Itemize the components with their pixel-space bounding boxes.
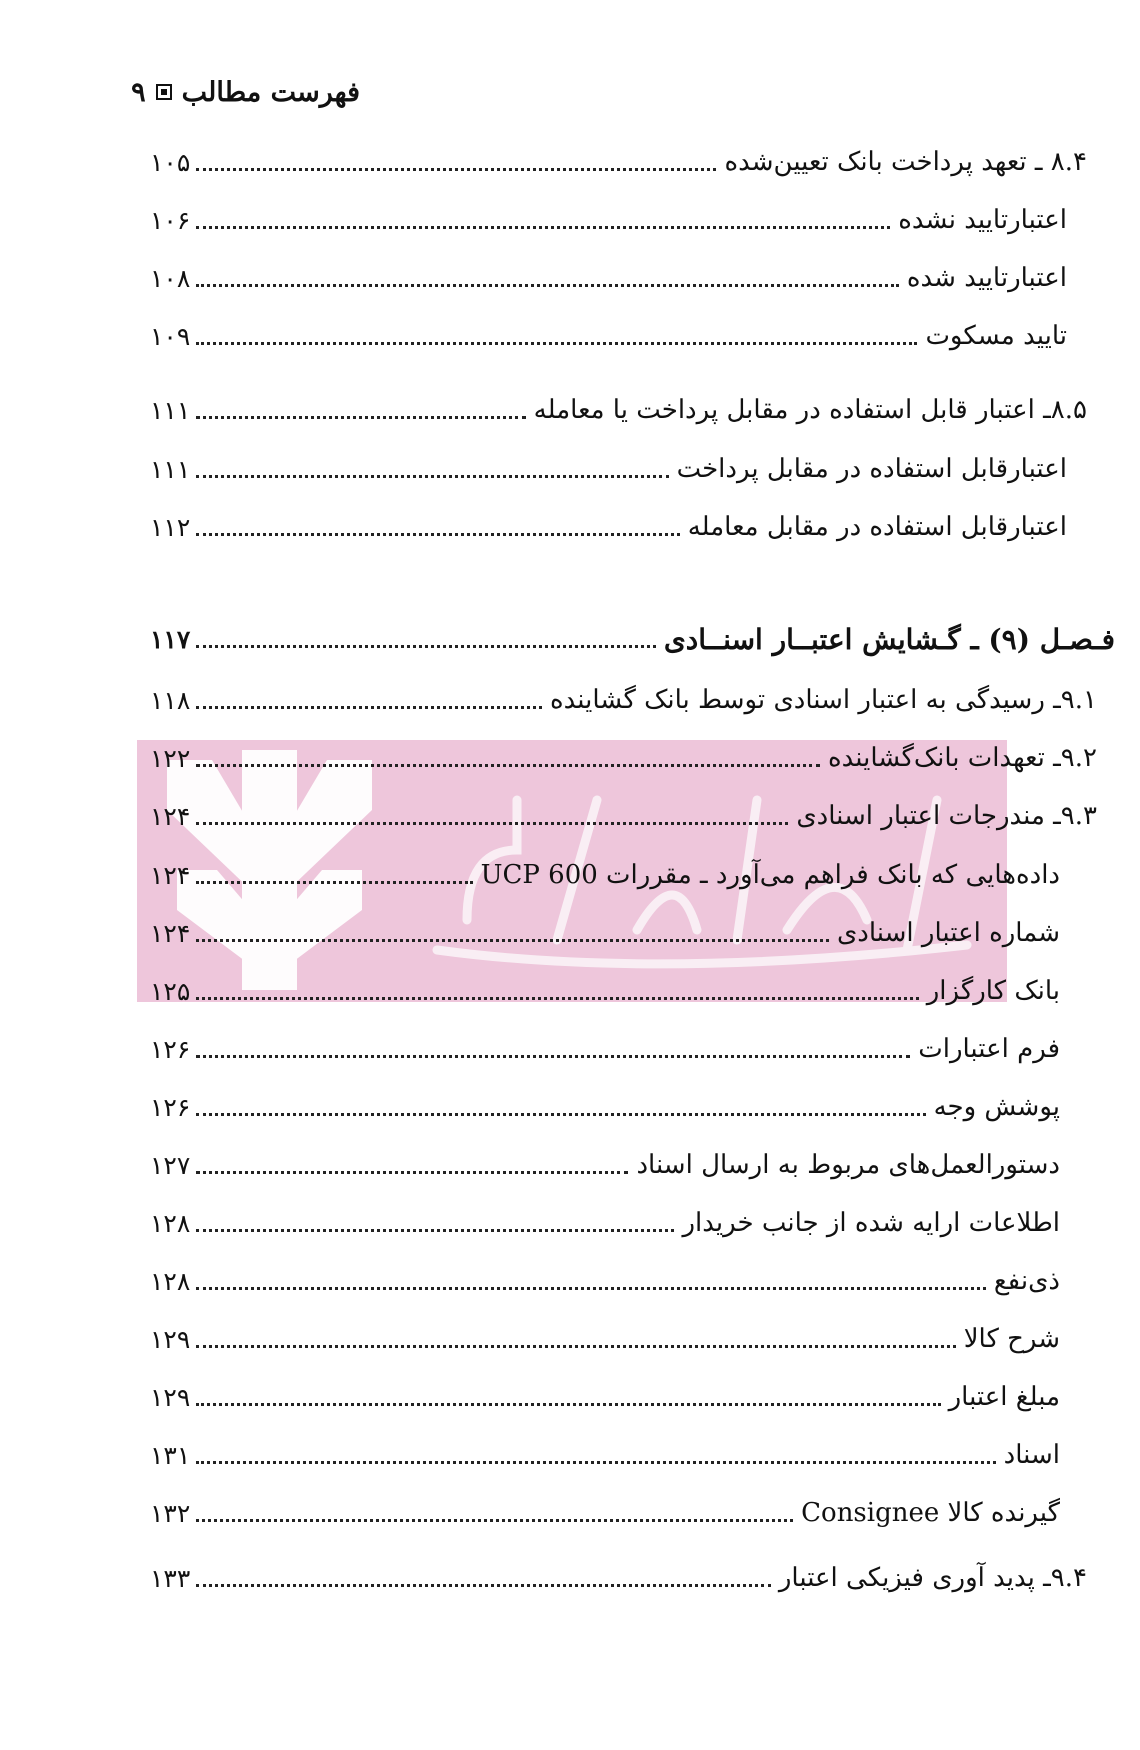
toc-entry[interactable] bbox=[150, 908, 1060, 958]
toc-entry-title: ۹.۳ـ مندرجات اعتبار اسنادی bbox=[796, 801, 1097, 831]
toc-entry-title: گیرنده کالا Consignee bbox=[801, 1498, 1060, 1528]
toc-entry-title: ۹.۴ـ پدید آوری فیزیکی اعتبار bbox=[778, 1563, 1087, 1593]
dot-leader bbox=[196, 224, 890, 229]
toc-entry-page: ۱۱۱ bbox=[150, 454, 191, 484]
toc-entry[interactable] bbox=[150, 1488, 1060, 1538]
square-bullet-icon bbox=[156, 84, 172, 100]
toc-entry-page: ۱۲۲ bbox=[150, 743, 191, 773]
toc-entry-title: پوشش وجه bbox=[933, 1092, 1060, 1122]
toc-entry-page: ۱۲۸ bbox=[150, 1266, 191, 1296]
running-header bbox=[100, 70, 360, 114]
toc-entry[interactable] bbox=[150, 1082, 1060, 1132]
dot-leader bbox=[196, 643, 656, 648]
toc-entry-title: دستورالعمل‌های مربوط به ارسال اسناد bbox=[636, 1150, 1060, 1180]
dot-leader bbox=[196, 937, 829, 942]
toc-entry-page: ۱۲۵ bbox=[150, 976, 191, 1006]
toc-entry-page: ۱۰۵ bbox=[150, 147, 191, 177]
toc-entry[interactable] bbox=[150, 311, 1067, 361]
dot-leader bbox=[196, 1053, 910, 1058]
toc-entry-page: ۱۳۱ bbox=[150, 1440, 191, 1470]
dot-leader bbox=[196, 995, 918, 1000]
toc-entry-page: ۱۲۴ bbox=[150, 918, 191, 948]
toc-entry[interactable] bbox=[150, 1372, 1060, 1422]
toc-entry-title: فـصـل (۹) ـ گـشایش اعتبــار اسنــادی bbox=[663, 622, 1115, 656]
toc-entry-title: ۹.۲ـ تعهدات بانک‌گشاینده bbox=[828, 743, 1097, 773]
toc-entry-page: ۱۱۸ bbox=[150, 685, 191, 715]
dot-leader bbox=[196, 1582, 771, 1587]
toc-entry[interactable] bbox=[150, 253, 1067, 303]
toc-entry-page: ۱۲۷ bbox=[150, 1150, 191, 1180]
toc-entry-title: فرم اعتبارات bbox=[918, 1034, 1060, 1064]
dot-leader bbox=[196, 1169, 628, 1174]
toc-entry[interactable] bbox=[150, 1256, 1060, 1306]
toc-entry-page: ۱۳۳ bbox=[150, 1563, 191, 1593]
toc-entry[interactable] bbox=[150, 444, 1067, 494]
dot-leader bbox=[196, 1111, 925, 1116]
toc-entry-title: شماره اعتبار اسنادی bbox=[836, 918, 1060, 948]
toc-entry-page: ۱۳۲ bbox=[150, 1498, 191, 1528]
toc-entry-page: ۱۲۴ bbox=[150, 860, 191, 890]
toc-entry[interactable] bbox=[150, 1140, 1060, 1190]
dot-leader bbox=[196, 166, 716, 171]
toc-entry-title: ۸.۵ـ اعتبار قابل استفاده در مقابل پرداخت یا معامله bbox=[533, 395, 1087, 425]
dot-leader bbox=[196, 1517, 793, 1522]
toc-entry-page: ۱۰۸ bbox=[150, 263, 191, 293]
toc-entry[interactable] bbox=[150, 385, 1087, 435]
toc-entry-title: مبلغ اعتبار bbox=[948, 1382, 1060, 1412]
dot-leader bbox=[196, 762, 820, 767]
toc-entry-title: بانک کارگزار bbox=[926, 976, 1060, 1006]
toc-entry-title: تایید مسکوت bbox=[925, 321, 1067, 351]
dot-leader bbox=[196, 414, 525, 419]
toc-entry-title: اطلاعات ارایه شده از جانب خریدار bbox=[682, 1208, 1060, 1238]
toc-entry-page: ۱۱۲ bbox=[150, 512, 191, 542]
toc-entry-page: ۱۱۷ bbox=[150, 624, 191, 654]
toc-entry[interactable] bbox=[150, 791, 1097, 841]
toc-entry[interactable] bbox=[150, 1314, 1060, 1364]
dot-leader bbox=[196, 1343, 955, 1348]
dot-leader bbox=[196, 340, 917, 345]
dot-leader bbox=[196, 1459, 995, 1464]
toc-entry[interactable] bbox=[150, 1024, 1060, 1074]
toc-entry-title: شرح کالا bbox=[963, 1324, 1060, 1354]
dot-leader bbox=[196, 879, 472, 884]
toc-entry-page: ۱۱۱ bbox=[150, 395, 191, 425]
dot-leader bbox=[196, 820, 788, 825]
toc-entry-title: اعتبارقابل استفاده در مقابل معامله bbox=[687, 512, 1067, 542]
toc-entry-title: داده‌هایی که بانک فراهم می‌آورد ـ مقررات UCP 600 bbox=[480, 860, 1060, 890]
toc-entry[interactable] bbox=[150, 850, 1060, 900]
dot-leader bbox=[196, 704, 542, 709]
toc-entry-page: ۱۰۹ bbox=[150, 321, 191, 351]
toc-entry-title: اعتبارتایید نشده bbox=[898, 205, 1067, 235]
toc-entry-title: اعتبارتایید شده bbox=[906, 263, 1067, 293]
dot-leader bbox=[196, 282, 899, 287]
toc-entry-page: ۱۲۸ bbox=[150, 1208, 191, 1238]
toc-entry-page: ۱۲۴ bbox=[150, 801, 191, 831]
header-page-number: ۹ bbox=[131, 76, 146, 108]
toc-entry-title: ۹.۱ـ رسیدگی به اعتبار اسنادی توسط بانک گشاینده bbox=[550, 685, 1097, 715]
dot-leader bbox=[196, 531, 679, 536]
toc-entry[interactable] bbox=[150, 137, 1087, 187]
toc-entry[interactable] bbox=[150, 502, 1067, 552]
toc-entry-page: ۱۰۶ bbox=[150, 205, 191, 235]
toc-entry-title: اعتبارقابل استفاده در مقابل پرداخت bbox=[676, 454, 1067, 484]
toc-entry[interactable] bbox=[150, 1198, 1060, 1248]
dot-leader bbox=[196, 473, 668, 478]
toc-entry[interactable] bbox=[150, 1553, 1087, 1603]
toc-entry-page: ۱۲۹ bbox=[150, 1324, 191, 1354]
toc-entry[interactable] bbox=[150, 195, 1067, 245]
toc-entry[interactable] bbox=[150, 966, 1060, 1016]
toc-entry[interactable] bbox=[150, 1430, 1060, 1480]
dot-leader bbox=[196, 1401, 940, 1406]
header-title: فهرست مطالب bbox=[181, 76, 360, 108]
toc-entry-title: ۸.۴ ـ تعهد پرداخت بانک تعیین‌شده bbox=[724, 147, 1087, 177]
toc-entry-page: ۱۲۹ bbox=[150, 1382, 191, 1412]
toc-chapter-heading[interactable] bbox=[150, 614, 1115, 664]
toc-entry-title: ذی‌نفع bbox=[993, 1266, 1060, 1296]
toc-entry[interactable] bbox=[150, 675, 1097, 725]
toc-entry-title: اسناد bbox=[1003, 1440, 1060, 1470]
dot-leader bbox=[196, 1285, 986, 1290]
toc-entry[interactable] bbox=[150, 733, 1097, 783]
toc-entry-page: ۱۲۶ bbox=[150, 1092, 191, 1122]
dot-leader bbox=[196, 1227, 674, 1232]
toc-entry-page: ۱۲۶ bbox=[150, 1034, 191, 1064]
